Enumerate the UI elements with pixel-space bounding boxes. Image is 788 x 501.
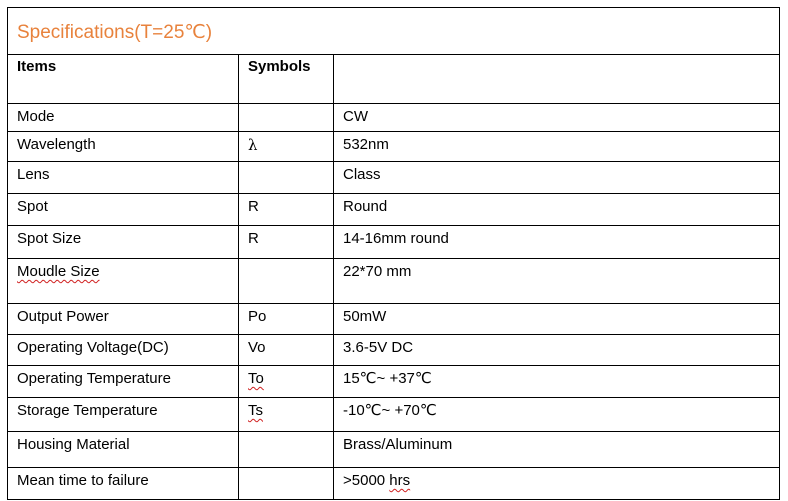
table-row-spot	[8, 194, 780, 226]
value-cell: 15℃~ +37℃	[334, 366, 780, 398]
table-row-mode	[8, 104, 780, 132]
value-cell: 22*70 mm	[334, 259, 780, 304]
value-cell: Class	[334, 162, 780, 194]
value-cell: 14-16mm round	[334, 226, 780, 259]
value-cell: 532nm	[334, 132, 780, 162]
symbol-cell	[239, 104, 334, 132]
value-cell: 3.6-5V DC	[334, 335, 780, 366]
symbol-cell: R	[239, 194, 334, 226]
item-cell: Operating Voltage(DC)	[8, 335, 239, 366]
header-value	[334, 55, 780, 104]
table-row-output-power	[8, 304, 780, 335]
symbol-cell	[239, 468, 334, 500]
spellcheck-word: Ts	[248, 402, 263, 419]
value-cell: Brass/Aluminum	[334, 432, 780, 468]
item-cell: Spot Size	[8, 226, 239, 259]
value-cell: 50mW	[334, 304, 780, 335]
item-cell: Housing Material	[8, 432, 239, 468]
table-row-operating-voltage	[8, 335, 780, 366]
item-cell: Storage Temperature	[8, 398, 239, 432]
table-row-spot-size	[8, 226, 780, 259]
value-cell	[334, 468, 780, 500]
header-items: Items	[8, 55, 239, 104]
item-cell	[8, 259, 239, 304]
symbol-cell: Po	[239, 304, 334, 335]
title-row	[8, 8, 780, 55]
header-row	[8, 55, 780, 104]
item-cell: Spot	[8, 194, 239, 226]
symbol-cell	[239, 432, 334, 468]
item-cell: Operating Temperature	[8, 366, 239, 398]
symbol-cell: R	[239, 226, 334, 259]
table-row-housing-material	[8, 432, 780, 468]
symbol-cell	[239, 162, 334, 194]
item-cell: Mean time to failure	[8, 468, 239, 500]
header-symbols: Symbols	[239, 55, 334, 104]
spellcheck-word: hrs	[389, 472, 411, 489]
spellcheck-word: Moudle Size	[17, 263, 100, 280]
table-row-storage-temperature	[8, 398, 780, 432]
table-row-mttf	[8, 468, 780, 500]
mttf-prefix: >5000	[343, 472, 390, 489]
item-cell: Wavelength	[8, 132, 239, 162]
value-cell: CW	[334, 104, 780, 132]
table-row-module-size	[8, 259, 780, 304]
symbol-cell: Vo	[239, 335, 334, 366]
value-cell: Round	[334, 194, 780, 226]
table-title: Specifications(T=25℃)	[17, 21, 213, 43]
table-row-lens	[8, 162, 780, 194]
item-cell: Lens	[8, 162, 239, 194]
symbol-cell: λ	[239, 132, 334, 162]
symbol-cell	[239, 366, 334, 398]
title-cell	[8, 8, 780, 55]
symbol-cell	[239, 259, 334, 304]
table-row-operating-temperature	[8, 366, 780, 398]
specifications-table	[7, 7, 780, 500]
symbol-cell	[239, 398, 334, 432]
table-row-wavelength	[8, 132, 780, 162]
item-cell: Mode	[8, 104, 239, 132]
item-cell: Output Power	[8, 304, 239, 335]
value-cell: -10℃~ +70℃	[334, 398, 780, 432]
spellcheck-word: To	[248, 370, 264, 387]
